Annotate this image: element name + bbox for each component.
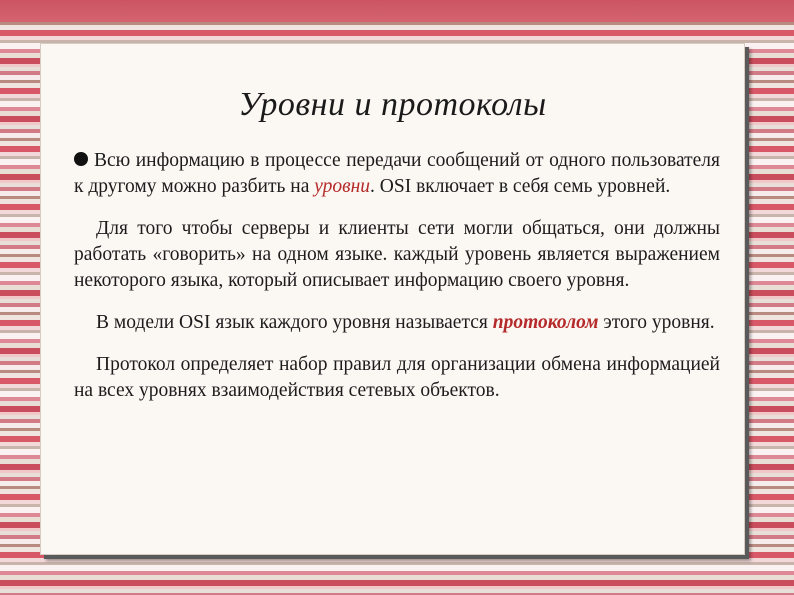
highlight-protocol: протоколом [492,312,599,333]
paragraph-language: Для того чтобы серверы и клиенты сети могли общаться, они должны работать «говорить» на одном языке. каждый уровень является выражением некоторого языка, который описывает информацию своего уровня. [74,218,720,291]
background-top-band [0,0,794,22]
paragraph-levels [74,148,720,200]
paragraph-rules: Протокол определяет набор правил для организации обмена информацией на всех уровнях взаимодействия сетевых объектов. [74,354,720,401]
slide-card [40,43,745,555]
slide-content [74,148,720,420]
highlight-levels: уровни [314,176,371,197]
paragraph-protocol-text-before: В модели OSI язык каждого уровня называется [96,312,493,333]
paragraph-levels-text-before: Всю информацию в процессе передачи сообщений от одного пользователя к другому можно разбить на [74,150,720,197]
bullet-icon [74,152,88,166]
slide-title: Уровни и протоколы [238,86,547,123]
paragraph-levels-text-after: . OSI включает в себя семь уровней. [370,176,671,197]
paragraph-protocol [74,310,720,336]
paragraph-protocol-text-after: этого уровня. [598,312,715,333]
